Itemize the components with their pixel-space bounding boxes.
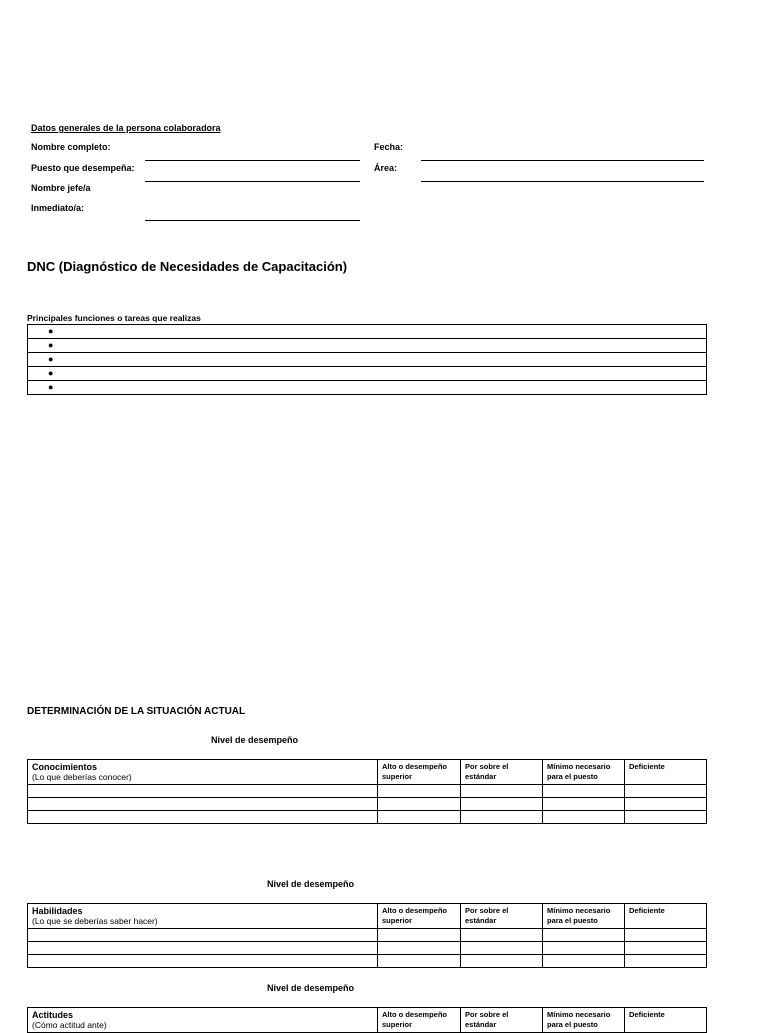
actitudes-table [27, 1007, 707, 1033]
table-row [28, 798, 707, 811]
fecha-label: Fecha: [374, 142, 404, 152]
table-row [28, 339, 707, 353]
col-deficiente: Deficiente [629, 906, 665, 915]
col-alto: Alto o desempeño superior [382, 906, 448, 925]
habilidades-title: Habilidades [32, 906, 83, 916]
table-row [28, 955, 707, 968]
col-sobre: Por sobre el estándar [465, 762, 509, 781]
bullet-icon: ● [48, 340, 54, 350]
conocimientos-table [27, 759, 707, 824]
jefe-label: Nombre jefe/a [31, 183, 91, 193]
col-deficiente: Deficiente [629, 1010, 665, 1019]
bullet-icon: ● [48, 354, 54, 364]
table-row [28, 353, 707, 367]
dnc-title: DNC (Diagnóstico de Necesidades de Capacitación) [27, 259, 348, 274]
area-line[interactable] [421, 181, 704, 182]
nombre-completo-label: Nombre completo: [31, 142, 111, 152]
funciones-table [27, 324, 707, 395]
nivel-label-conocimientos: Nivel de desempeño [211, 735, 299, 745]
actitudes-title: Actitudes [32, 1010, 74, 1020]
conocimientos-title: Conocimientos [32, 762, 98, 772]
table-row [28, 367, 707, 381]
col-minimo: Mínimo necesario para el puesto [547, 762, 611, 781]
table-row [28, 942, 707, 955]
funciones-label: Principales funciones o tareas que realizas [27, 313, 201, 323]
col-alto: Alto o desempeño superior [382, 1010, 448, 1029]
col-minimo: Mínimo necesario para el puesto [547, 906, 611, 925]
table-row [28, 929, 707, 942]
inmediato-label: Inmediato/a: [31, 203, 85, 213]
actitudes-subtitle: (Cómo actitud ante) [32, 1020, 107, 1030]
col-sobre: Por sobre el estándar [465, 1010, 509, 1029]
col-minimo: Mínimo necesario para el puesto [547, 1010, 611, 1029]
puesto-line[interactable] [145, 181, 360, 182]
situacion-title: DETERMINACIÓN DE LA SITUACIÓN ACTUAL [27, 706, 246, 717]
table-row [28, 785, 707, 798]
col-deficiente: Deficiente [629, 762, 665, 771]
bullet-icon: ● [48, 326, 54, 336]
col-alto: Alto o desempeño superior [382, 762, 448, 781]
nivel-label-actitudes: Nivel de desempeño [267, 983, 355, 993]
nivel-label-habilidades: Nivel de desempeño [267, 879, 355, 889]
col-sobre: Por sobre el estándar [465, 906, 509, 925]
puesto-label: Puesto que desempeña: [31, 163, 135, 173]
jefe-line[interactable] [145, 220, 360, 221]
area-label: Área: [374, 163, 398, 173]
bullet-icon: ● [48, 368, 54, 378]
table-row [28, 811, 707, 824]
habilidades-table [27, 903, 707, 968]
nombre-completo-line[interactable] [145, 160, 360, 161]
general-section-title: Datos generales de la persona colaboradora [31, 123, 221, 133]
fecha-line[interactable] [421, 160, 704, 161]
habilidades-subtitle: (Lo que se deberías saber hacer) [32, 916, 158, 926]
table-row [28, 325, 707, 339]
table-row [28, 381, 707, 395]
bullet-icon: ● [48, 382, 54, 392]
conocimientos-subtitle: (Lo que deberías conocer) [32, 772, 132, 782]
